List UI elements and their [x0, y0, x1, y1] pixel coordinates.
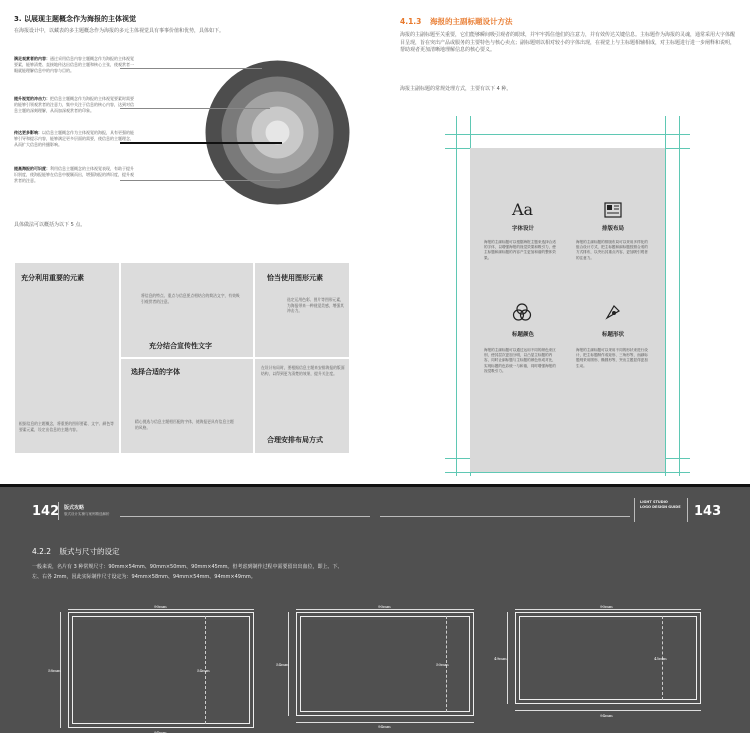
guide-line: [445, 134, 690, 135]
spread-divider: [0, 484, 750, 487]
feature-title-3: 标题颜色: [511, 332, 534, 338]
dim-top-label: 90mm: [378, 604, 391, 609]
feature-title-2: 排版布局: [601, 226, 624, 232]
ring-label-2: 提升视觉的冲击力：把信息主题概念作为海报的主体视觉要素时需要的能够引领观赏者的注意力，集中关注于信息的核心内容，达到对信息主题的深刻理解，从而加深观赏者的印象。: [14, 96, 134, 113]
header-rule: [380, 516, 630, 517]
font-aa-icon: Aa: [512, 200, 534, 219]
right-header-block: LIGHT STUDIO LOGO DESIGN GUIDE: [640, 500, 681, 509]
header-rule: [120, 516, 370, 517]
dimension-line: [515, 710, 701, 711]
header-separator: [634, 498, 635, 522]
left-header-sub: 版式设计实操与案例精选解析: [64, 512, 110, 516]
grid-cell-1: [14, 262, 120, 454]
leader-line-2: [120, 108, 270, 109]
dim-left-label: 58mm: [48, 668, 61, 673]
grid-title-3: 充分结合宣传性文字: [149, 342, 212, 350]
feature-text-4: 海报的主副标题可以采用不同的形状来进行设计，把主标题制作成矩形、三角形等，而副标题则采用圆形、椭圆形等，突出主题显得更加生动。: [576, 348, 648, 368]
grid-cell-5: [254, 358, 350, 454]
grid-title-2: 恰当使用图形元素: [267, 274, 323, 282]
tips-grid: [14, 262, 350, 454]
dim-left-label: 54mm: [276, 662, 289, 667]
grid-title-4: 选择合适的字体: [131, 368, 180, 376]
grid-cell-3: [120, 262, 254, 358]
right-page-sub-intro: 海报主副标题的常规处理方式，主要有以下 4 种。: [400, 86, 512, 92]
header-separator: [687, 498, 688, 522]
grid-title-1: 充分利用重要的元素: [21, 274, 84, 282]
feature-text-1: 海报的主副标题可以根据海报主题来选择合适的字体，以增强海报的视觉效果和吸引力，使主标题和副标题的内容产生更加和谐的整体效果。: [484, 240, 556, 260]
footer-note: 具体做法可以概括为以下 5 点。: [14, 222, 86, 228]
color-icon: [512, 303, 532, 321]
right-page-intro: 海报的主副标题至关重要，它们能够瞬间吸引观者的眼球，并牢牢抓住他们的注意力，并有效传达关键信息。主标题作为海报的灵魂，通常采用大字体醒目呈现，旨在突出产品或服务的主要特色与核心卖点；副标题则以相对较小的字体出现，在视觉上与主标题相辅相成，对主标题进行进一步阐释和说明，帮助观者更加清晰地理解信息的核心要义。: [400, 32, 736, 53]
dim-inner-label: 45mm: [654, 656, 667, 661]
grid-text-5: 在设计布局时，要根据信息主题来安排海报的版面结构，以得到更为清楚的效果，提升关注度。: [261, 365, 345, 376]
dim-bottom-label: 94mm: [378, 724, 391, 729]
grid-title-5: 合理安排布局方式: [267, 436, 323, 444]
guide-line: [456, 116, 457, 476]
grid-cell-2: [254, 262, 350, 358]
right-page-number: 143: [694, 504, 722, 519]
dimension-line: [296, 722, 474, 723]
dim-bottom-label: 94mm: [600, 713, 613, 718]
header-separator: [58, 502, 59, 520]
grid-cell-4: [120, 358, 254, 454]
dim-top-label: 90mm: [154, 604, 167, 609]
shape-icon: [604, 303, 622, 321]
leader-line-3: [120, 142, 282, 144]
title-method-card: [470, 148, 665, 472]
ring-label-1: 满足观赏者的内容：通过采用信息内容主题概念作为海报的主体视觉要素，能够清楚、直接地传达出信息的主题和核心主张，使观赏者一眼就能理解信息中的内容与目的。: [14, 56, 134, 73]
dim-inner-label: 54mm: [197, 668, 210, 673]
left-page-heading: 3. 以展现主题概念作为海报的主体视觉: [14, 15, 136, 23]
ring-label-4: 提高海报的可识度：利用信息主题概念的主体视觉表现，有助于提升识别度，使海报能够在信息中脱颖而出，增强海报的辨识度，提升观赏者的注意。: [14, 166, 134, 183]
spread-heading: 4.2.2 版式与尺寸的设定: [32, 547, 120, 556]
leader-line-1: [120, 68, 262, 69]
dim-inner-label: 50mm: [436, 662, 449, 667]
left-header-title: 版式攻略: [64, 505, 85, 511]
card-inner-1: [72, 616, 250, 724]
leader-line-4: [120, 180, 280, 181]
feature-title-4: 标题形状: [601, 332, 624, 338]
guide-line: [445, 472, 690, 473]
spread-body: 一般来说，名片有 3 种常规尺寸：90mm×54mm、90mm×50mm、90mm×45mm。但考虑到制作过程中需要留出出血位，即上、下、左、右各 2mm，因此实际制作尺寸设定为：94mm×58mm、94mm×54mm、94mm×49mm。: [32, 564, 343, 580]
grid-text-4: 精心挑选与信息主题相匹配的字体，使海报更具有信息主题的风格。: [135, 419, 234, 430]
concentric-rings-diagram: [205, 60, 350, 205]
left-page-intro: 在海报设计中，以藏表的多主题概念作为海报的多元主体视觉具有事事价值和优势，具体如下。: [14, 28, 225, 34]
grid-text-2: 选定运用色彩、图片等图形元素，为海报带来一种视觉美感，增强其冲击力。: [287, 297, 344, 313]
guide-line: [679, 116, 680, 476]
bottom-spread: [0, 484, 750, 733]
dim-left-label: 49mm: [494, 656, 507, 661]
dim-top-label: 90mm: [600, 604, 613, 609]
dim-bottom-label: 94mm: [154, 730, 167, 733]
guide-line: [665, 116, 666, 476]
feature-title-1: 字体设计: [511, 226, 534, 232]
right-page-heading: 4.1.3 海报的主副标题设计方法: [400, 17, 513, 26]
grid-text-3: 将信息的特点、重点与信息要点相结合的简洁文字，有效吸引观赏者的注意。: [141, 293, 240, 304]
dimension-line: [68, 609, 254, 610]
card-inner-3: [519, 616, 697, 700]
left-page-number: 142: [32, 504, 60, 519]
grid-text-1: 根据信息的主题概念，将重要的图形要素、文字、颜色等要素元素，设定出信息的主题内容。: [19, 421, 114, 432]
dimension-line: [296, 609, 474, 610]
feature-text-2: 海报的主副标题的排版布局可以采用多样化的组合设计方式，把主标题和副标题按照合适的方式排布，以突出其重点内容，更加吸引观者的注意力。: [576, 240, 648, 260]
feature-text-3: 海报的主副标题可以通过运用不同的颜色来区别，使其层次更加分明，以凸显主标题的内容，同时让副标题与主标题的颜色形成对比，实现标题的色彩统一与和谐，同时增强海报的视觉吸引力。: [484, 348, 556, 373]
dimension-line: [515, 609, 701, 610]
layout-icon: [604, 202, 622, 218]
dimension-line: [507, 612, 508, 704]
ring-label-3: 传达更多影响：以信息主题概念作为主体视觉的海报，具有更强的能够引导和提示内容，能够满足更多层面的需要，使信息的主题理念，从而扩大信息的传播影响。: [14, 130, 134, 147]
